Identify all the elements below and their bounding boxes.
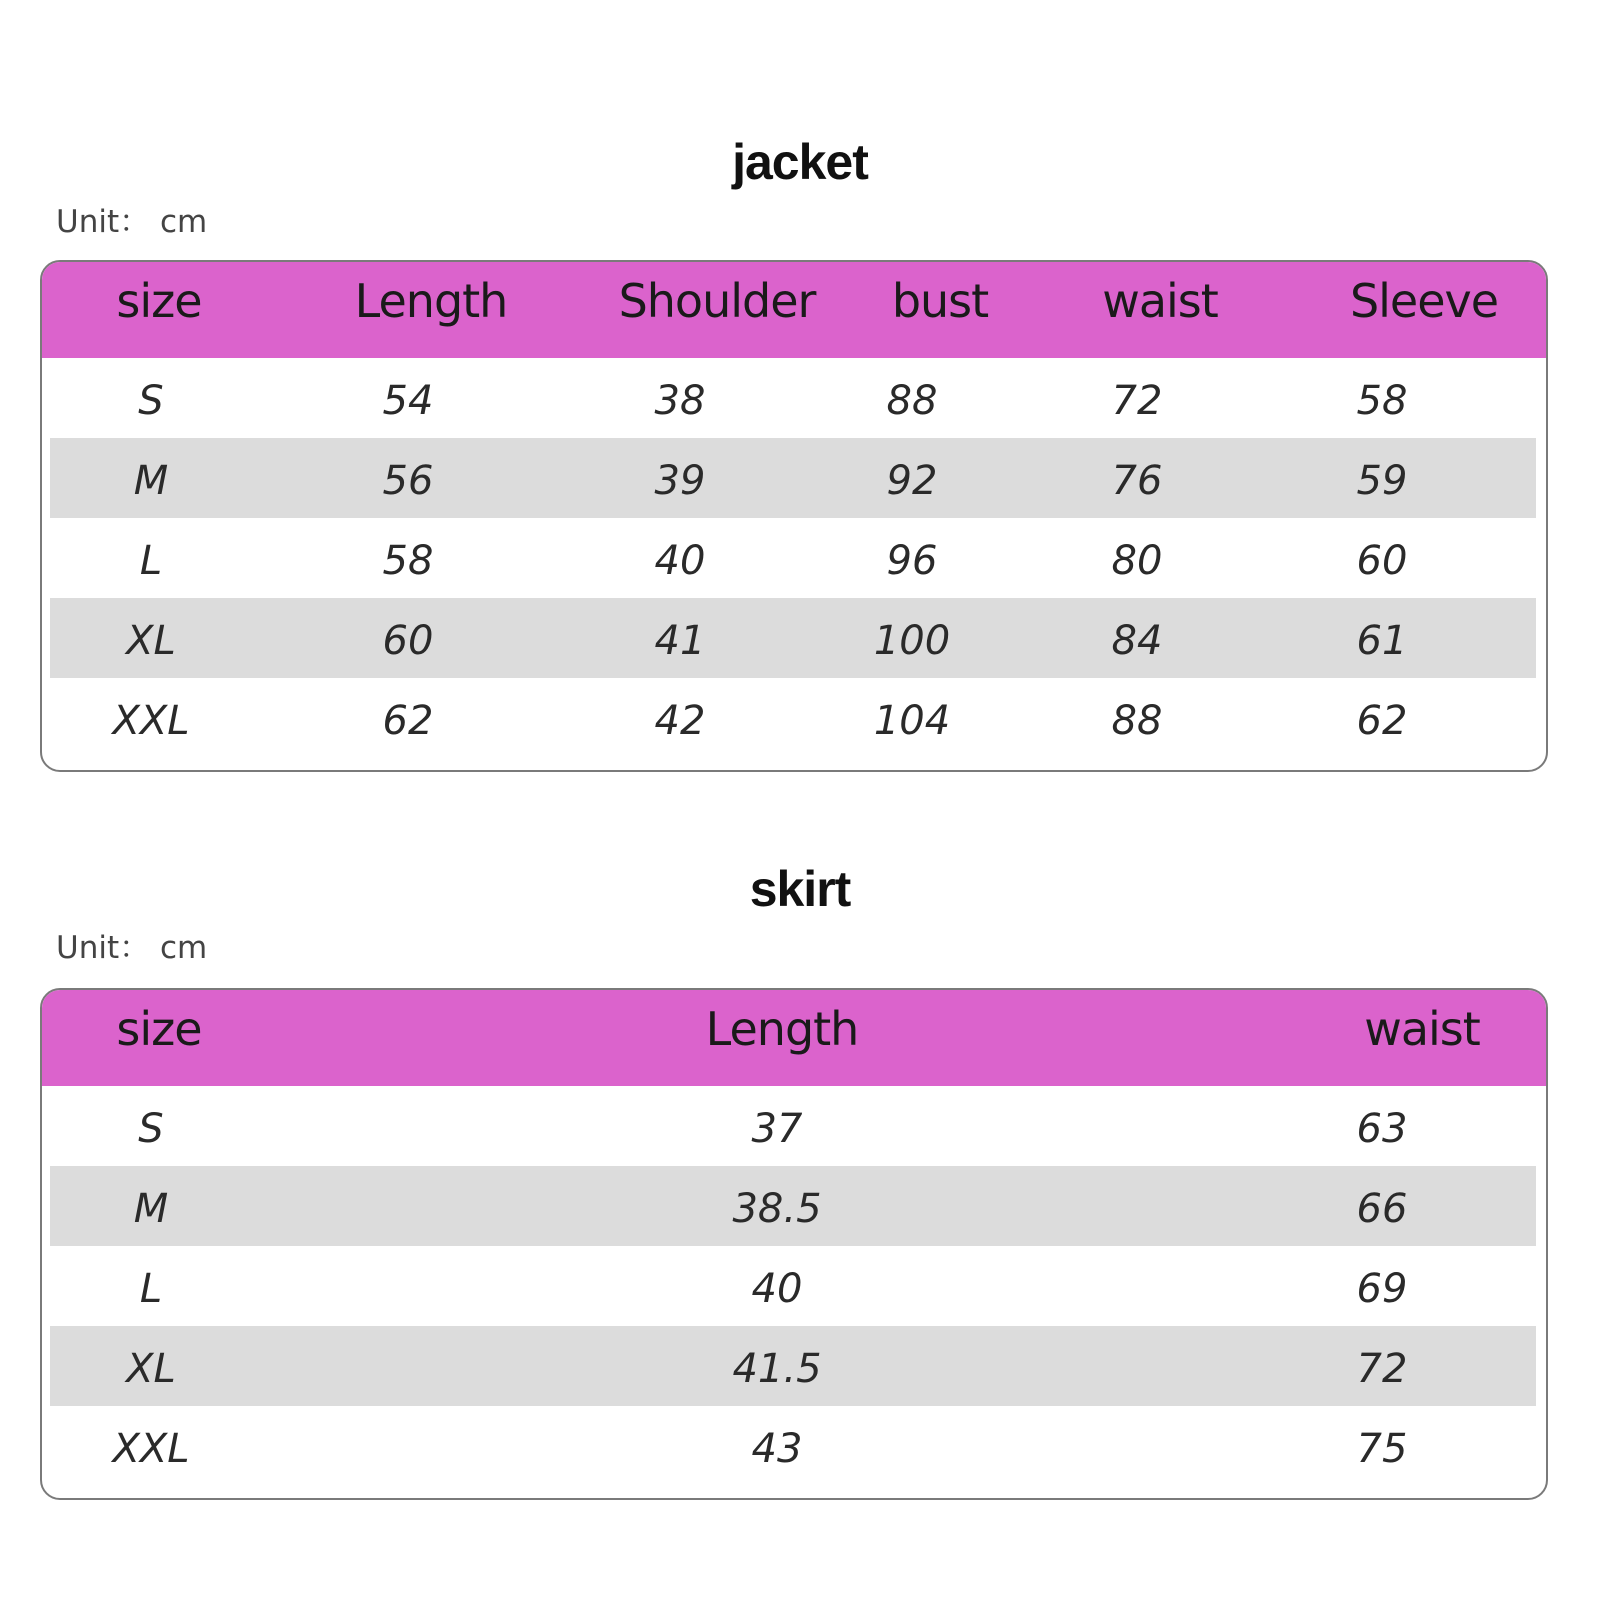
skirt-title: skirt <box>749 861 851 917</box>
table-cell: 41.5 <box>732 1346 822 1392</box>
column-header: Sleeve <box>1349 274 1499 328</box>
table-cell: 59 <box>1356 458 1408 504</box>
table-row <box>42 598 1546 678</box>
table-cell: 42 <box>654 698 706 744</box>
table-cell: M <box>133 1186 169 1232</box>
table-row <box>42 438 1546 518</box>
table-cell: XXL <box>112 1426 190 1472</box>
row-stripe <box>50 438 1536 518</box>
table-cell: L <box>139 538 163 584</box>
column-header: size <box>116 274 202 328</box>
table-cell: 56 <box>382 458 434 504</box>
column-header: size <box>116 1002 202 1056</box>
table-cell: 75 <box>1356 1426 1408 1472</box>
table-header <box>42 990 1546 1086</box>
table-cell: XXL <box>112 698 190 744</box>
table-cell: 76 <box>1111 458 1163 504</box>
table-cell: S <box>138 378 164 424</box>
table-cell: 63 <box>1356 1106 1408 1152</box>
jacket-title: jacket <box>732 134 868 190</box>
column-header: Length <box>705 1002 859 1056</box>
column-header: Length <box>354 274 508 328</box>
jacket-size-table <box>40 260 1548 772</box>
table-cell: 39 <box>654 458 706 504</box>
table-cell: 88 <box>1111 698 1163 744</box>
table-cell: 54 <box>382 378 434 424</box>
column-header: waist <box>1102 274 1218 328</box>
table-cell: 41 <box>654 618 706 664</box>
table-cell: 37 <box>751 1106 803 1152</box>
table-cell: 40 <box>751 1266 803 1312</box>
table-cell: 61 <box>1356 618 1408 664</box>
table-cell: 80 <box>1111 538 1163 584</box>
table-cell: 72 <box>1111 378 1163 424</box>
table-cell: 66 <box>1356 1186 1408 1232</box>
table-cell: 60 <box>1356 538 1408 584</box>
table-cell: 62 <box>382 698 434 744</box>
table-cell: 38 <box>654 378 706 424</box>
table-cell: 100 <box>873 618 951 664</box>
table-cell: XL <box>126 1346 176 1392</box>
table-cell: L <box>139 1266 163 1312</box>
table-row <box>42 1166 1546 1246</box>
table-cell: 69 <box>1356 1266 1408 1312</box>
table-row <box>42 518 1546 598</box>
table-cell: S <box>138 1106 164 1152</box>
table-cell: 62 <box>1356 698 1408 744</box>
table-row <box>42 1326 1546 1406</box>
table-row <box>42 358 1546 438</box>
table-cell: 88 <box>886 378 938 424</box>
table-cell: M <box>133 458 169 504</box>
row-stripe <box>50 598 1536 678</box>
table-row <box>42 1406 1546 1486</box>
table-row <box>42 1246 1546 1326</box>
table-row <box>42 678 1546 758</box>
table-cell: 96 <box>886 538 938 584</box>
jacket-unit-label: Unit： cm <box>56 204 208 240</box>
table-row <box>42 1086 1546 1166</box>
column-header: bust <box>891 274 989 328</box>
table-cell: 58 <box>382 538 434 584</box>
table-cell: 92 <box>886 458 938 504</box>
table-cell: 104 <box>873 698 951 744</box>
table-cell: 60 <box>382 618 434 664</box>
table-cell: XL <box>126 618 176 664</box>
table-cell: 72 <box>1356 1346 1408 1392</box>
skirt-unit-label: Unit： cm <box>56 930 208 966</box>
table-cell: 38.5 <box>732 1186 822 1232</box>
table-cell: 84 <box>1111 618 1163 664</box>
table-header <box>42 262 1546 358</box>
column-header: Shoulder <box>618 274 816 328</box>
column-header: waist <box>1364 1002 1480 1056</box>
table-cell: 43 <box>751 1426 803 1472</box>
table-cell: 40 <box>654 538 706 584</box>
skirt-size-table <box>40 988 1548 1500</box>
table-cell: 58 <box>1356 378 1408 424</box>
